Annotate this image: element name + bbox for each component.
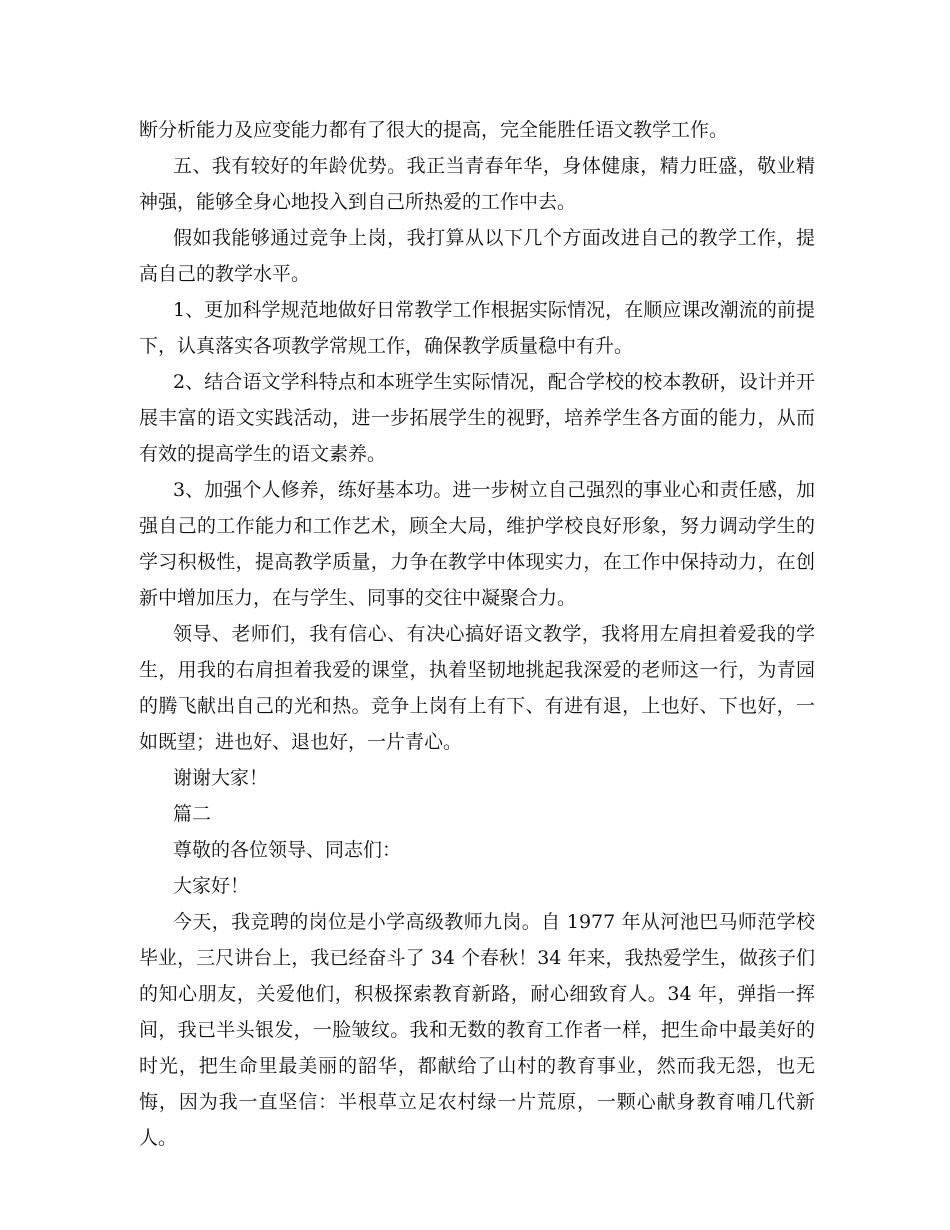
paragraph-greeting: 大家好！ (173, 875, 250, 897)
paragraph-age-advantage: 五、我有较好的年龄优势。我正当青春年华，身体健康，精力旺盛，敬业精神强，能够全身心地投入到自己所热爱的工作中去。 (139, 155, 815, 213)
paragraph-point-3: 3、加强个人修养，练好基本功。进一步树立自己强烈的事业心和责任感，加强自己的工作能力和工作艺术，顾全大局，维护学校良好形象，努力调动学生的学习积极性，提高教学质量，力争在教学中体现实力，在工作中保持动力，在创新中增加压力，在与学生、同事的交往中凝聚合力。 (139, 479, 815, 609)
paragraph-closing-remarks: 领导、老师们，我有信心、有决心搞好语文教学，我将用左肩担着爱我的学生，用我的右肩担着我爱的课堂，执着坚韧地挑起我深爱的老师这一行，为青园的腾飞献出自己的光和热。竞争上岗有上有下、有进有退，上也好、下也好，一如既望；进也好、退也好，一片青心。 (139, 623, 815, 753)
paragraph-thanks: 谢谢大家！ (173, 767, 269, 789)
paragraph-introduction: 今天，我竞聘的岗位是小学高级教师九岗。自 1977 年从河池巴马师范学校毕业，三尺讲台上，我已经奋斗了 34 个春秋！34 年来，我热爱学生，做孩子们的知心朋友，关爱他们，积极探索教育新路，耐心细致育人。34 年，弹指一挥间，我已半头银发，一脸皱纹。我和无数的教育工作者一样，把生命中最美好的时光，把生命里最美丽的韶华，都献给了山村的教育事业，然而我无怨，也无悔，因为我一直坚信：半根草立足农村绿一片荒原，一颗心献身教育哺几代新人。 (139, 911, 815, 1149)
document-body (139, 112, 815, 1156)
paragraph-continued-ability: 断分析能力及应变能力都有了很大的提高，完全能胜任语文教学工作。 (139, 119, 729, 141)
paragraph-salutation: 尊敬的各位领导、同志们： (173, 839, 402, 861)
section-heading-part-two: 篇二 (173, 803, 212, 825)
paragraph-point-1: 1、更加科学规范地做好日常教学工作根据实际情况，在顺应课改潮流的前提下，认真落实各项教学常规工作，确保教学质量稳中有升。 (139, 299, 815, 357)
paragraph-point-2: 2、结合语文学科特点和本班学生实际情况，配合学校的校本教研，设计并开展丰富的语文实践活动，进一步拓展学生的视野，培养学生各方面的能力，从而有效的提高学生的语文素养。 (139, 371, 815, 465)
paragraph-improvement-plan: 假如我能够通过竞争上岗，我打算从以下几个方面改进自己的教学工作，提高自己的教学水平。 (139, 227, 815, 285)
